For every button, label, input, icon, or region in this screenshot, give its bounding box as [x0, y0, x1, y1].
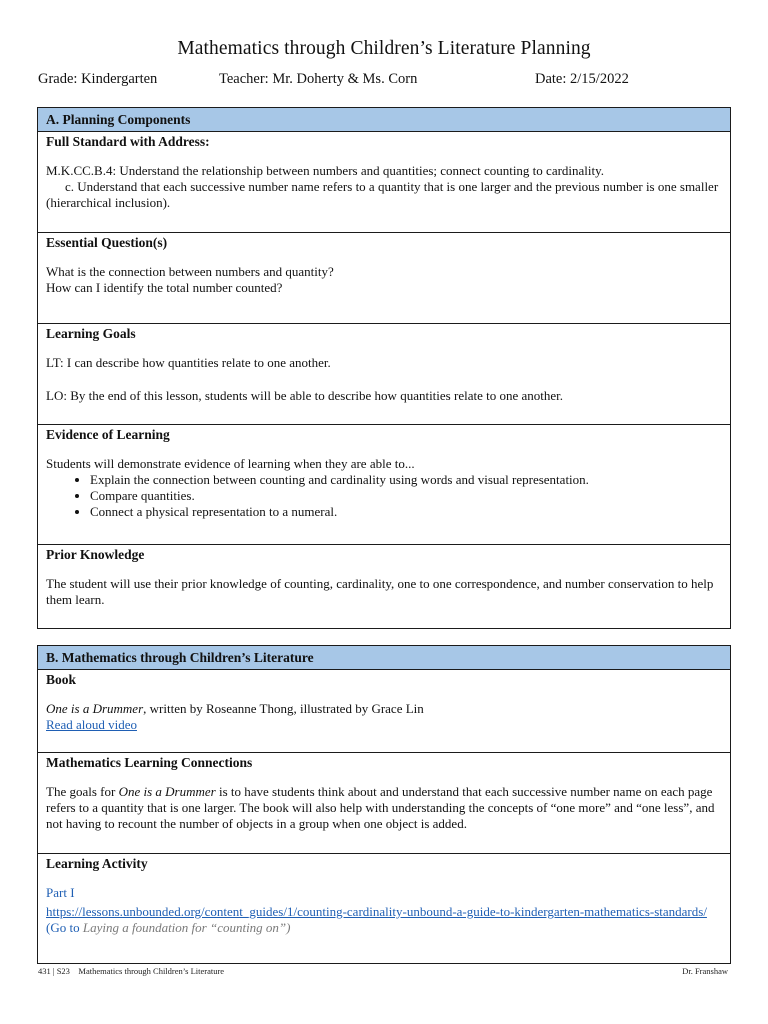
evidence-item: • Explain the connection between counting and cardinality using words and visual representation.: [90, 472, 722, 488]
section-a-header: A. Planning Components: [38, 108, 730, 132]
activity-reference: https://lessons.unbounded.org/content_guides/1/counting-cardinality-unbound-a-guide-to-kindergarten-mathematics-standards/ (Go to Laying a foundation for “counting on”): [46, 904, 707, 935]
evidence-item: • Connect a physical representation to a numeral.: [90, 504, 722, 520]
evidence-list: [46, 472, 722, 520]
learning-activity-heading: Learning Activity: [46, 856, 148, 871]
literature-table: [37, 645, 731, 964]
book-heading: Book: [46, 672, 77, 687]
read-aloud-video-link[interactable]: Read aloud video: [46, 717, 137, 732]
essential-question-section: [38, 233, 730, 324]
evidence-intro: Students will demonstrate evidence of learning when they are able to...: [46, 456, 415, 471]
page-footer: [38, 966, 728, 976]
date-label: Date: 2/15/2022: [535, 71, 629, 87]
grade-label: Grade: Kindergarten: [38, 71, 158, 87]
essential-question-2: How can I identify the total number counted?: [46, 280, 283, 295]
essential-question-1: What is the connection between numbers and quantity?: [46, 264, 334, 279]
prior-knowledge-text: The student will use their prior knowledge of counting, cardinality, one to one correspondence, and number conservation to help them learn.: [46, 576, 714, 607]
section-b-header: B. Mathematics through Children’s Literature: [38, 646, 730, 670]
learning-goals-section: [38, 324, 730, 425]
planning-components-table: [37, 107, 731, 629]
evidence-item: • Compare quantities.: [90, 488, 722, 504]
learning-goals-heading: Learning Goals: [46, 326, 136, 341]
part-one-label: Part I: [46, 885, 75, 900]
evidence-heading: Evidence of Learning: [46, 427, 170, 442]
prior-knowledge-heading: Prior Knowledge: [46, 547, 145, 562]
standard-line-1: M.K.CC.B.4: Understand the relationship between numbers and quantities; connect counting to cardinality.: [46, 163, 605, 178]
book-credits: , written by Roseanne Thong, illustrated by Grace Lin: [143, 701, 424, 716]
learning-target: LT: I can describe how quantities relate to one another.: [46, 355, 331, 370]
standard-line-2: c. Understand that each successive number name refers to a quantity that is one larger and the previous number is one smaller (hierarchical inclusion).: [46, 179, 719, 210]
book-section: [38, 670, 730, 753]
book-title-inline: One is a Drummer: [118, 784, 216, 799]
lesson-guide-link[interactable]: https://lessons.unbounded.org/content_guides/1/counting-cardinality-unbound-a-guide-to-kindergarten-mathematics-standards/: [46, 904, 707, 919]
book-title: One is a Drummer: [46, 701, 144, 716]
essential-question-heading: Essential Question(s): [46, 235, 168, 250]
math-connections-heading: Mathematics Learning Connections: [46, 755, 253, 770]
book-citation: [46, 701, 722, 717]
footer-course: 431 | S23 Mathematics through Children’s Literature: [38, 966, 225, 976]
evidence-of-learning-section: [38, 425, 730, 545]
prior-knowledge-section: [38, 545, 730, 627]
math-connections-text: The goals for One is a Drummer is to have students think about and understand that each successive number name on each page refers to a quantity that is one larger. The book will also help with understanding the concepts of “one more” and “one less”, and not having to recount the number of objects in a group when one object is added.: [46, 784, 715, 831]
teacher-label: Teacher: Mr. Doherty & Ms. Corn: [219, 71, 418, 87]
learning-objective: LO: By the end of this lesson, students will be able to describe how quantities relate to one another.: [46, 388, 563, 403]
learning-activity-section: [38, 854, 730, 959]
goto-section-name: Laying a foundation for “counting on”: [82, 920, 287, 935]
footer-instructor: Dr. Franshaw: [682, 966, 728, 976]
math-connections-section: [38, 753, 730, 854]
page-title: Mathematics through Children’s Literature Planning: [177, 38, 591, 59]
full-standard-heading: Full Standard with Address:: [46, 134, 210, 149]
full-standard-section: [38, 132, 730, 233]
